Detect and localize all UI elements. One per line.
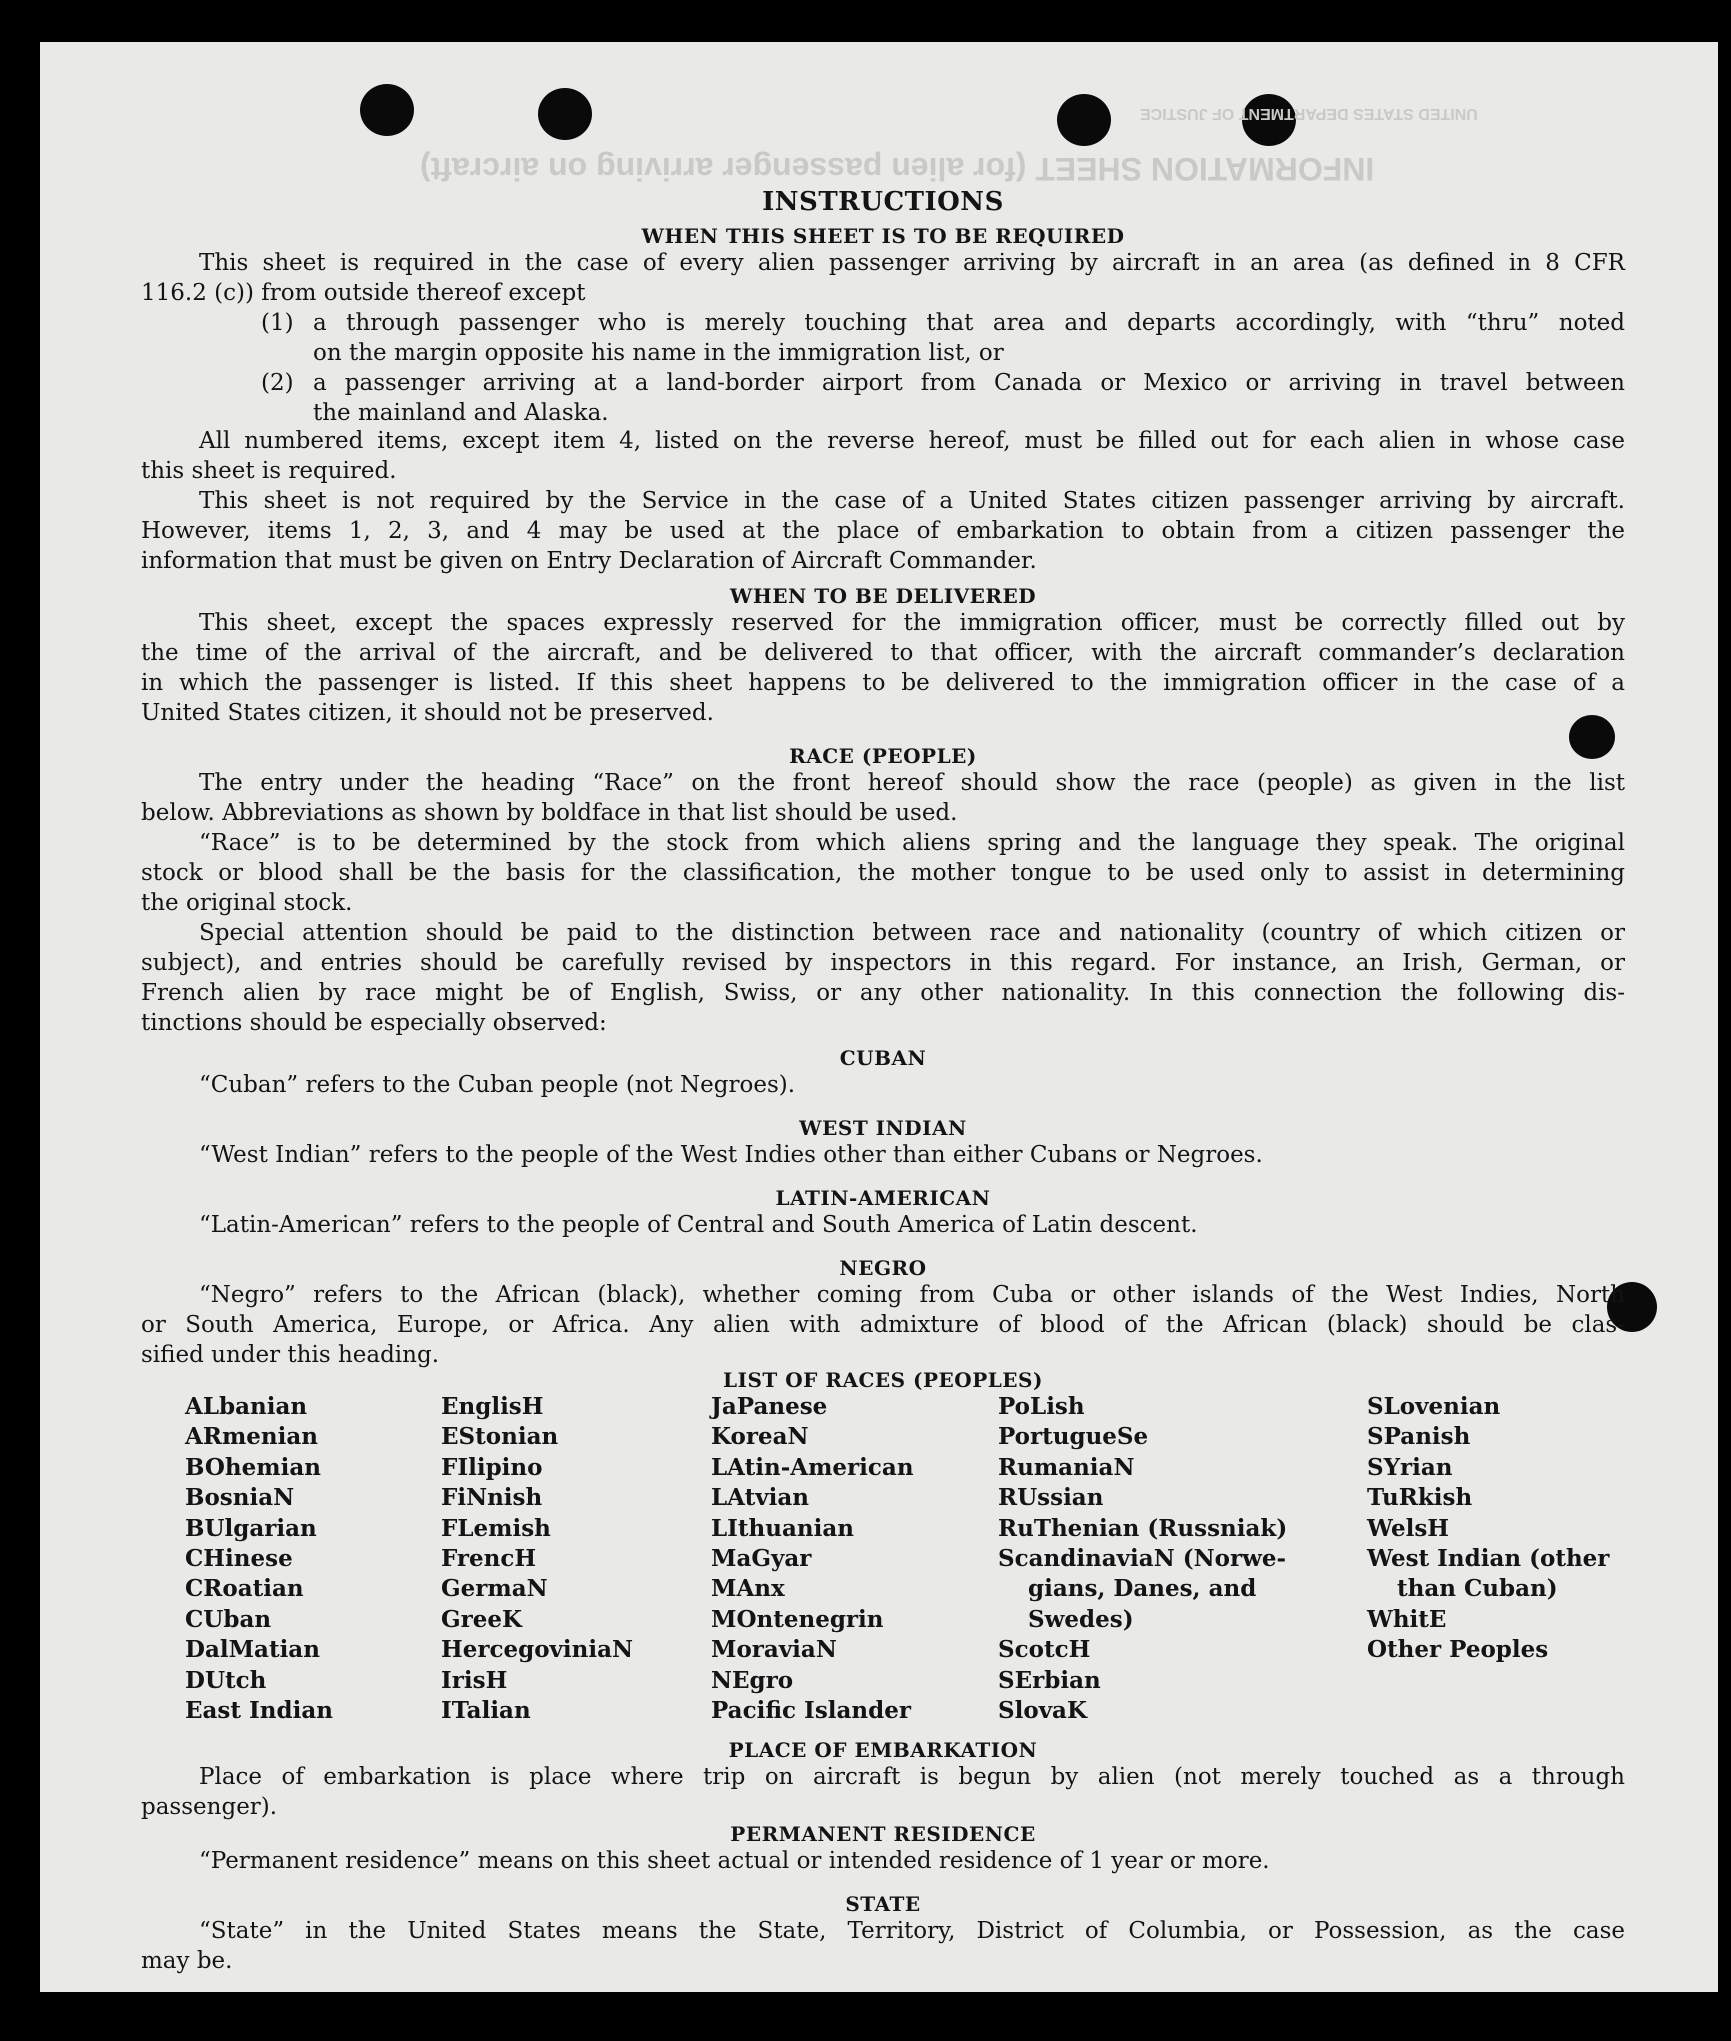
item-number: (1) <box>261 310 294 336</box>
text-line: stock or blood shall be the basis for the classification, the mother tongue to be used only to assist in determining <box>141 860 1625 886</box>
race-name: TuRkish <box>1367 1484 1473 1512</box>
text-line: information that must be given on Entry Declaration of Aircraft Commander. <box>141 548 1037 574</box>
heading-permanent-residence: PERMANENT RESIDENCE <box>730 1822 1036 1846</box>
text-line: “Latin-American” refers to the people of Central and South America of Latin descent. <box>199 1212 1198 1238</box>
heading-negro: NEGRO <box>839 1256 927 1280</box>
race-name: NEgro <box>711 1666 794 1694</box>
race-name: LIthuanian <box>711 1514 854 1542</box>
text-line: Place of embarkation is place where trip on aircraft is begun by alien (not merely touched as a through <box>199 1764 1625 1790</box>
heading-place-of-embarkation: PLACE OF EMBARKATION <box>728 1738 1038 1762</box>
race-name: SErbian <box>998 1666 1101 1694</box>
race-name: ARmenian <box>185 1423 319 1451</box>
race-name: than Cuban) <box>1397 1575 1558 1603</box>
race-name: CHinese <box>185 1545 293 1573</box>
race-name: EnglisH <box>441 1393 544 1420</box>
race-column-2 <box>441 1392 633 1726</box>
race-name: LAtvian <box>711 1484 809 1512</box>
heading-cuban: CUBAN <box>839 1046 927 1070</box>
heading-when-delivered: WHEN TO BE DELIVERED <box>729 584 1037 608</box>
race-name: SYrian <box>1367 1453 1453 1481</box>
text-line: This sheet, except the spaces expressly reserved for the immigration officer, must be correctly filled out by <box>199 610 1625 636</box>
race-name: KoreaN <box>711 1423 809 1451</box>
race-column-1 <box>185 1392 333 1726</box>
document-page <box>40 42 1718 1992</box>
race-column-5 <box>1367 1392 1609 1666</box>
text-line: a passenger arriving at a land-border airport from Canada or Mexico or arriving in travel between <box>313 370 1625 396</box>
heading-west-indian: WEST INDIAN <box>799 1116 967 1140</box>
race-name: DalMatian <box>185 1636 320 1664</box>
race-name: FLemish <box>441 1514 551 1542</box>
text-line: “Race” is to be determined by the stock from which aliens spring and the language they speak. The original <box>199 830 1625 856</box>
text-line: “Negro” refers to the African (black), whether coming from Cuba or other islands of the West Indies, North <box>199 1282 1625 1308</box>
race-name: SlovaK <box>998 1697 1087 1725</box>
text-line: This sheet is required in the case of every alien passenger arriving by aircraft in an area (as defined in 8 CFR <box>199 250 1625 276</box>
text-line: tinctions should be especially observed: <box>141 1010 607 1036</box>
race-name: CUban <box>185 1605 272 1633</box>
race-name: BosniaN <box>185 1484 295 1512</box>
race-name: CRoatian <box>185 1575 304 1603</box>
text-line: passenger). <box>141 1794 278 1820</box>
heading-race-people: RACE (PEOPLE) <box>789 744 977 768</box>
race-name: SPanish <box>1367 1423 1471 1451</box>
race-name: ALbanian <box>185 1393 308 1420</box>
race-name: DUtch <box>185 1666 267 1694</box>
race-column-3 <box>711 1392 914 1726</box>
race-name: MAnx <box>711 1575 785 1603</box>
text-line: French alien by race might be of English, Swiss, or any other nationality. In this connection the following dis- <box>141 980 1625 1006</box>
race-name: EStonian <box>441 1423 559 1451</box>
race-name: JaPanese <box>711 1393 828 1420</box>
punch-hole <box>1057 94 1111 146</box>
race-name: MoraviaN <box>711 1636 837 1664</box>
text-line: The entry under the heading “Race” on the front hereof should show the race (people) as given in the list <box>199 770 1625 796</box>
race-name: MaGyar <box>711 1545 812 1573</box>
race-name: East Indian <box>185 1697 333 1725</box>
punch-hole <box>360 84 414 136</box>
race-name: RumaniaN <box>998 1453 1135 1481</box>
reverse-side-bleed-through: UNITED STATES DEPARTMENT OF JUSTICE <box>1140 105 1478 122</box>
race-name: gians, Danes, and <box>1028 1575 1257 1603</box>
heading-latin-american: LATIN-AMERICAN <box>775 1186 991 1210</box>
text-line: the original stock. <box>141 890 353 916</box>
text-line: the mainland and Alaska. <box>313 400 609 426</box>
punch-hole <box>538 88 592 140</box>
text-line: sified under this heading. <box>141 1342 440 1368</box>
heading-state: STATE <box>845 1892 921 1916</box>
heading-list-of-races: LIST OF RACES (PEOPLES) <box>723 1368 1043 1392</box>
text-line: or South America, Europe, or Africa. Any alien with admixture of blood of the African (black) should be clas- <box>141 1312 1625 1338</box>
text-line: However, items 1, 2, 3, and 4 may be used at the place of embarkation to obtain from a citizen passenger the <box>141 518 1625 544</box>
reverse-side-bleed-through: INFORMATION SHEET (for alien passenger arriving on aircraft) <box>420 151 1375 187</box>
text-line: “West Indian” refers to the people of the West Indies other than either Cubans or Negroes. <box>199 1142 1263 1168</box>
text-line: “State” in the United States means the State, Territory, District of Columbia, or Possession, as the case <box>199 1918 1625 1944</box>
race-name: FIlipino <box>441 1453 543 1481</box>
race-name: WhitE <box>1367 1605 1447 1633</box>
text-line: may be. <box>141 1948 233 1974</box>
race-name: ITalian <box>441 1697 531 1725</box>
race-name: FrencH <box>441 1545 537 1573</box>
race-name: Other Peoples <box>1367 1636 1549 1664</box>
text-line: “Permanent residence” means on this sheet actual or intended residence of 1 year or more. <box>199 1848 1270 1874</box>
text-line: This sheet is not required by the Service in the case of a United States citizen passenger arriving by aircraft. <box>199 488 1625 514</box>
race-name: GermaN <box>441 1575 548 1603</box>
race-name: MOntenegrin <box>711 1605 884 1633</box>
race-name: IrisH <box>441 1666 508 1694</box>
text-line: 116.2 (c)) from outside thereof except <box>141 280 586 306</box>
race-name: GreeK <box>441 1605 523 1633</box>
race-name: FiNnish <box>441 1484 543 1512</box>
race-name: ScandinaviaN (Norwe- <box>998 1545 1287 1573</box>
race-name: Pacific Islander <box>711 1697 911 1725</box>
text-line: this sheet is required. <box>141 458 397 484</box>
race-name: SLovenian <box>1367 1393 1501 1420</box>
race-name: Swedes) <box>1028 1605 1134 1633</box>
text-line: All numbered items, except item 4, listed on the reverse hereof, must be filled out for each alien in whose case <box>199 428 1625 454</box>
text-line: in which the passenger is listed. If this sheet happens to be delivered to the immigration officer in the case of a <box>141 670 1625 696</box>
text-line: “Cuban” refers to the Cuban people (not Negroes). <box>199 1072 796 1098</box>
race-column-4 <box>998 1392 1287 1726</box>
race-name: LAtin-American <box>711 1453 914 1481</box>
race-name: RUssian <box>998 1484 1104 1512</box>
text-line: a through passenger who is merely touching that area and departs accordingly, with “thru” noted <box>313 310 1625 336</box>
text-line: subject), and entries should be carefully revised by inspectors in this regard. For instance, an Irish, German, or <box>141 950 1625 976</box>
text-line: the time of the arrival of the aircraft, and be delivered to that officer, with the aircraft commander’s declaration <box>141 640 1625 666</box>
text-line: on the margin opposite his name in the immigration list, or <box>313 340 1004 366</box>
race-name: RuThenian (Russniak) <box>998 1514 1288 1542</box>
race-name: BUlgarian <box>185 1514 317 1542</box>
race-name: ScotcH <box>998 1636 1091 1664</box>
text-line: United States citizen, it should not be preserved. <box>141 700 714 726</box>
race-name: HercegoviniaN <box>441 1636 634 1664</box>
text-line: below. Abbreviations as shown by boldface in that list should be used. <box>141 800 958 826</box>
text-line: Special attention should be paid to the distinction between race and nationality (country of which citizen or <box>199 920 1625 946</box>
race-name: PortugueSe <box>998 1423 1149 1451</box>
race-name: PoLish <box>998 1393 1085 1420</box>
item-number: (2) <box>261 370 294 396</box>
race-name: West Indian (other <box>1367 1545 1610 1573</box>
heading-when-required: WHEN THIS SHEET IS TO BE REQUIRED <box>641 224 1125 248</box>
race-name: WelsH <box>1367 1514 1450 1542</box>
heading-instructions: INSTRUCTIONS <box>762 187 1004 217</box>
race-name: BOhemian <box>185 1453 321 1481</box>
